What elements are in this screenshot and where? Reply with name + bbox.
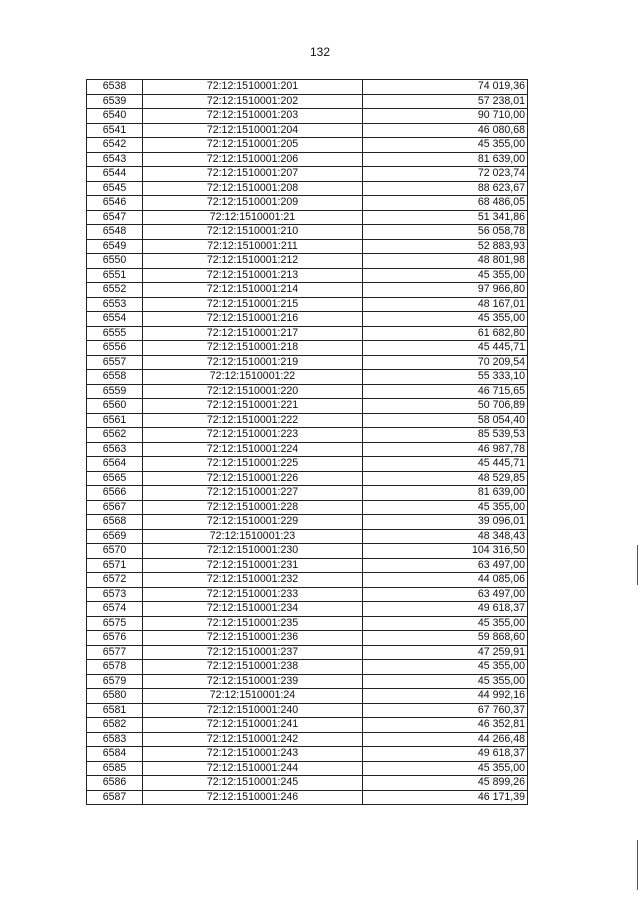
table-row (87, 297, 528, 312)
cadastral-number-cell: 72:12:1510001:235 (143, 616, 363, 631)
table-row (87, 123, 528, 138)
row-number-cell: 6562 (87, 428, 143, 443)
cadastral-number-cell: 72:12:1510001:238 (143, 660, 363, 675)
value-cell: 45 355,00 (363, 312, 528, 327)
value-cell: 63 497,00 (363, 587, 528, 602)
table-row (87, 616, 528, 631)
row-number-cell: 6545 (87, 181, 143, 196)
cadastral-number-cell: 72:12:1510001:239 (143, 674, 363, 689)
cadastral-number-cell: 72:12:1510001:219 (143, 355, 363, 370)
table-row (87, 790, 528, 805)
table-row (87, 703, 528, 718)
row-number-cell: 6578 (87, 660, 143, 675)
cadastral-number-cell: 72:12:1510001:212 (143, 254, 363, 269)
value-cell: 48 801,98 (363, 254, 528, 269)
table-row (87, 457, 528, 472)
cadastral-number-cell: 72:12:1510001:220 (143, 384, 363, 399)
table-row (87, 254, 528, 269)
table-row (87, 399, 528, 414)
row-number-cell: 6572 (87, 573, 143, 588)
value-cell: 48 529,85 (363, 471, 528, 486)
value-cell: 46 080,68 (363, 123, 528, 138)
value-cell: 81 639,00 (363, 152, 528, 167)
row-number-cell: 6548 (87, 225, 143, 240)
table-row (87, 428, 528, 443)
table-row (87, 80, 528, 95)
table-row (87, 326, 528, 341)
value-cell: 56 058,78 (363, 225, 528, 240)
table-row (87, 674, 528, 689)
table-row (87, 355, 528, 370)
row-number-cell: 6565 (87, 471, 143, 486)
row-number-cell: 6552 (87, 283, 143, 298)
table-row (87, 660, 528, 675)
value-cell: 47 259,91 (363, 645, 528, 660)
value-cell: 61 682,80 (363, 326, 528, 341)
cadastral-number-cell: 72:12:1510001:231 (143, 558, 363, 573)
value-cell: 51 341,86 (363, 210, 528, 225)
table-row (87, 558, 528, 573)
cadastral-number-cell: 72:12:1510001:218 (143, 341, 363, 356)
value-cell: 52 883,93 (363, 239, 528, 254)
value-cell: 44 266,48 (363, 732, 528, 747)
value-cell: 48 348,43 (363, 529, 528, 544)
table-row (87, 196, 528, 211)
value-cell: 44 992,16 (363, 689, 528, 704)
table-row (87, 747, 528, 762)
row-number-cell: 6550 (87, 254, 143, 269)
row-number-cell: 6576 (87, 631, 143, 646)
value-cell: 85 539,53 (363, 428, 528, 443)
table-row (87, 312, 528, 327)
row-number-cell: 6583 (87, 732, 143, 747)
row-number-cell: 6546 (87, 196, 143, 211)
table-row (87, 94, 528, 109)
value-cell: 68 486,05 (363, 196, 528, 211)
row-number-cell: 6564 (87, 457, 143, 472)
value-cell: 48 167,01 (363, 297, 528, 312)
row-number-cell: 6575 (87, 616, 143, 631)
table-row (87, 413, 528, 428)
table-row (87, 471, 528, 486)
table-row (87, 442, 528, 457)
page-number: 132 (309, 45, 331, 59)
value-cell: 55 333,10 (363, 370, 528, 385)
row-number-cell: 6582 (87, 718, 143, 733)
value-cell: 46 352,81 (363, 718, 528, 733)
cadastral-number-cell: 72:12:1510001:236 (143, 631, 363, 646)
cadastral-number-cell: 72:12:1510001:246 (143, 790, 363, 805)
cadastral-number-cell: 72:12:1510001:226 (143, 471, 363, 486)
cadastral-number-cell: 72:12:1510001:224 (143, 442, 363, 457)
row-number-cell: 6571 (87, 558, 143, 573)
row-number-cell: 6569 (87, 529, 143, 544)
row-number-cell: 6579 (87, 674, 143, 689)
cadastral-number-cell: 72:12:1510001:244 (143, 761, 363, 776)
table-row (87, 152, 528, 167)
row-number-cell: 6540 (87, 109, 143, 124)
cadastral-number-cell: 72:12:1510001:232 (143, 573, 363, 588)
value-cell: 104 316,50 (363, 544, 528, 559)
value-cell: 45 355,00 (363, 500, 528, 515)
cadastral-number-cell: 72:12:1510001:213 (143, 268, 363, 283)
value-cell: 45 355,00 (363, 761, 528, 776)
value-cell: 46 171,39 (363, 790, 528, 805)
row-number-cell: 6547 (87, 210, 143, 225)
cadastral-number-cell: 72:12:1510001:221 (143, 399, 363, 414)
table-row (87, 689, 528, 704)
row-number-cell: 6558 (87, 370, 143, 385)
row-number-cell: 6580 (87, 689, 143, 704)
row-number-cell: 6574 (87, 602, 143, 617)
value-cell: 70 209,54 (363, 355, 528, 370)
row-number-cell: 6551 (87, 268, 143, 283)
scan-edge-mark (637, 840, 638, 890)
cadastral-number-cell: 72:12:1510001:245 (143, 776, 363, 791)
value-cell: 45 355,00 (363, 674, 528, 689)
row-number-cell: 6577 (87, 645, 143, 660)
value-cell: 50 706,89 (363, 399, 528, 414)
table-row (87, 167, 528, 182)
cadastral-number-cell: 72:12:1510001:23 (143, 529, 363, 544)
table-row (87, 239, 528, 254)
cadastral-number-cell: 72:12:1510001:201 (143, 80, 363, 95)
row-number-cell: 6568 (87, 515, 143, 530)
cadastral-number-cell: 72:12:1510001:242 (143, 732, 363, 747)
row-number-cell: 6554 (87, 312, 143, 327)
row-number-cell: 6543 (87, 152, 143, 167)
table-row (87, 645, 528, 660)
cadastral-number-cell: 72:12:1510001:207 (143, 167, 363, 182)
table-row (87, 283, 528, 298)
row-number-cell: 6539 (87, 94, 143, 109)
table-row (87, 138, 528, 153)
table-row (87, 268, 528, 283)
table-row (87, 529, 528, 544)
row-number-cell: 6581 (87, 703, 143, 718)
table-row (87, 761, 528, 776)
table-body (87, 80, 528, 805)
cadastral-number-cell: 72:12:1510001:210 (143, 225, 363, 240)
cadastral-number-cell: 72:12:1510001:208 (143, 181, 363, 196)
value-cell: 57 238,01 (363, 94, 528, 109)
cadastral-number-cell: 72:12:1510001:206 (143, 152, 363, 167)
value-cell: 58 054,40 (363, 413, 528, 428)
cadastral-number-cell: 72:12:1510001:233 (143, 587, 363, 602)
value-cell: 46 715,65 (363, 384, 528, 399)
value-cell: 59 868,60 (363, 631, 528, 646)
table-row (87, 341, 528, 356)
table-row (87, 544, 528, 559)
table-row (87, 732, 528, 747)
cadastral-number-cell: 72:12:1510001:241 (143, 718, 363, 733)
cadastral-number-cell: 72:12:1510001:240 (143, 703, 363, 718)
value-cell: 45 899,26 (363, 776, 528, 791)
cadastral-number-cell: 72:12:1510001:216 (143, 312, 363, 327)
table-row (87, 776, 528, 791)
table-row (87, 573, 528, 588)
cadastral-number-cell: 72:12:1510001:209 (143, 196, 363, 211)
row-number-cell: 6556 (87, 341, 143, 356)
row-number-cell: 6555 (87, 326, 143, 341)
cadastral-number-cell: 72:12:1510001:22 (143, 370, 363, 385)
cadastral-number-cell: 72:12:1510001:24 (143, 689, 363, 704)
value-cell: 39 096,01 (363, 515, 528, 530)
row-number-cell: 6557 (87, 355, 143, 370)
table-row (87, 181, 528, 196)
value-cell: 88 623,67 (363, 181, 528, 196)
table-row (87, 225, 528, 240)
cadastral-number-cell: 72:12:1510001:229 (143, 515, 363, 530)
row-number-cell: 6584 (87, 747, 143, 762)
table-row (87, 370, 528, 385)
value-cell: 74 019,36 (363, 80, 528, 95)
cadastral-number-cell: 72:12:1510001:227 (143, 486, 363, 501)
row-number-cell: 6544 (87, 167, 143, 182)
row-number-cell: 6566 (87, 486, 143, 501)
scan-edge-mark (637, 545, 638, 585)
cadastral-number-cell: 72:12:1510001:217 (143, 326, 363, 341)
row-number-cell: 6549 (87, 239, 143, 254)
cadastral-number-cell: 72:12:1510001:237 (143, 645, 363, 660)
row-number-cell: 6561 (87, 413, 143, 428)
row-number-cell: 6585 (87, 761, 143, 776)
cadastral-number-cell: 72:12:1510001:204 (143, 123, 363, 138)
value-cell: 67 760,37 (363, 703, 528, 718)
cadastral-number-cell: 72:12:1510001:230 (143, 544, 363, 559)
cadastral-number-cell: 72:12:1510001:203 (143, 109, 363, 124)
row-number-cell: 6559 (87, 384, 143, 399)
row-number-cell: 6570 (87, 544, 143, 559)
cadastral-number-cell: 72:12:1510001:222 (143, 413, 363, 428)
cadastral-number-cell: 72:12:1510001:228 (143, 500, 363, 515)
table-row (87, 384, 528, 399)
table-row (87, 515, 528, 530)
cadastral-number-cell: 72:12:1510001:243 (143, 747, 363, 762)
row-number-cell: 6586 (87, 776, 143, 791)
value-cell: 49 618,37 (363, 602, 528, 617)
row-number-cell: 6542 (87, 138, 143, 153)
cadastral-number-cell: 72:12:1510001:205 (143, 138, 363, 153)
cadastral-number-cell: 72:12:1510001:211 (143, 239, 363, 254)
value-cell: 90 710,00 (363, 109, 528, 124)
table-row (87, 210, 528, 225)
value-cell: 81 639,00 (363, 486, 528, 501)
table-row (87, 109, 528, 124)
value-cell: 45 445,71 (363, 341, 528, 356)
row-number-cell: 6553 (87, 297, 143, 312)
row-number-cell: 6560 (87, 399, 143, 414)
table-row (87, 602, 528, 617)
value-cell: 45 355,00 (363, 660, 528, 675)
value-cell: 45 445,71 (363, 457, 528, 472)
row-number-cell: 6541 (87, 123, 143, 138)
value-cell: 46 987,78 (363, 442, 528, 457)
row-number-cell: 6587 (87, 790, 143, 805)
cadastral-number-cell: 72:12:1510001:225 (143, 457, 363, 472)
row-number-cell: 6573 (87, 587, 143, 602)
value-cell: 97 966,80 (363, 283, 528, 298)
cadastral-number-cell: 72:12:1510001:21 (143, 210, 363, 225)
cadastral-value-table (86, 79, 528, 805)
table-row (87, 631, 528, 646)
cadastral-number-cell: 72:12:1510001:202 (143, 94, 363, 109)
value-cell: 45 355,00 (363, 616, 528, 631)
row-number-cell: 6538 (87, 80, 143, 95)
table-row (87, 486, 528, 501)
cadastral-number-cell: 72:12:1510001:215 (143, 297, 363, 312)
value-cell: 44 085,06 (363, 573, 528, 588)
value-cell: 45 355,00 (363, 138, 528, 153)
table-row (87, 718, 528, 733)
cadastral-number-cell: 72:12:1510001:223 (143, 428, 363, 443)
table-row (87, 500, 528, 515)
cadastral-number-cell: 72:12:1510001:214 (143, 283, 363, 298)
value-cell: 72 023,74 (363, 167, 528, 182)
value-cell: 63 497,00 (363, 558, 528, 573)
row-number-cell: 6567 (87, 500, 143, 515)
value-cell: 49 618,37 (363, 747, 528, 762)
row-number-cell: 6563 (87, 442, 143, 457)
cadastral-number-cell: 72:12:1510001:234 (143, 602, 363, 617)
table-row (87, 587, 528, 602)
value-cell: 45 355,00 (363, 268, 528, 283)
